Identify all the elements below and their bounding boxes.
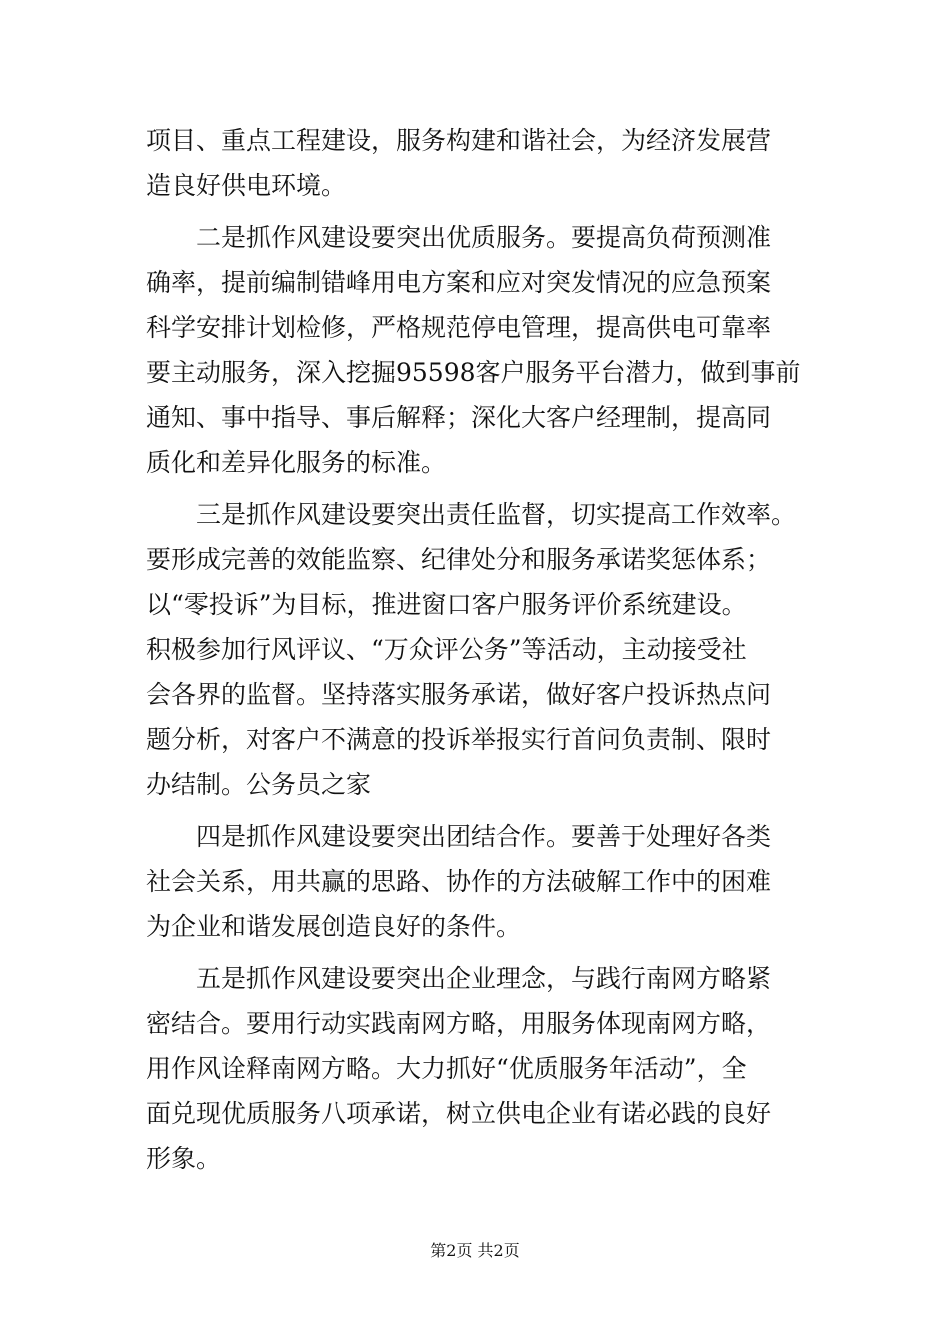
paragraph-line: 面兑现优质服务八项承诺，树立供电企业有诺必践的良好	[146, 1099, 772, 1128]
paragraph-gap	[146, 485, 814, 492]
paragraph-line: 项目、重点工程建设，服务构建和谐社会，为经济发展营	[146, 126, 772, 155]
paragraph-line: 要主动服务，深入挖掘95598客户服务平台潜力，做到事前	[146, 358, 801, 387]
paragraph-gap	[146, 208, 814, 215]
paragraph-line: 质化和差异化服务的标准。	[146, 448, 447, 477]
paragraph-line: 会各界的监督。坚持落实服务承诺，做好客户投诉热点问	[146, 680, 772, 709]
paragraph-line: 用作风诠释南网方略。大力抓好“优质服务年活动”，全	[146, 1054, 747, 1083]
paragraph-line: 要形成完善的效能监察、纪律处分和服务承诺奖惩体系；	[146, 545, 772, 574]
paragraph-line: 五是抓作风建设要突出企业理念，与践行南网方略紧	[146, 964, 772, 993]
paragraph-line: 三是抓作风建设要突出责任监督，切实提高工作效率。	[146, 500, 797, 529]
paragraph-line: 科学安排计划检修，严格规范停电管理，提高供电可靠率	[146, 313, 772, 342]
paragraph-line: 造良好供电环境。	[146, 171, 347, 200]
paragraph	[146, 814, 814, 949]
paragraph	[146, 215, 814, 485]
paragraph-line: 以“零投诉”为目标，推进窗口客户服务评价系统建设。	[146, 590, 747, 619]
paragraph-line: 密结合。要用行动实践南网方略，用服务体现南网方略，	[146, 1009, 772, 1038]
paragraph-line: 通知、事中指导、事后解释；深化大客户经理制，提高同	[146, 403, 772, 432]
paragraph-line: 社会关系，用共赢的思路、协作的方法破解工作中的困难	[146, 867, 772, 896]
paragraph-line: 二是抓作风建设要突出优质服务。要提高负荷预测准	[146, 223, 772, 252]
paragraph-line: 为企业和谐发展创造良好的条件。	[146, 912, 522, 941]
paragraph-gap	[146, 949, 814, 956]
paragraph-line: 四是抓作风建设要突出团结合作。要善于处理好各类	[146, 822, 772, 851]
page-footer	[0, 1240, 950, 1262]
paragraph-line: 确率，提前编制错峰用电方案和应对突发情况的应急预案	[146, 268, 772, 297]
paragraph	[146, 492, 814, 807]
paragraph-line: 题分析，对客户不满意的投诉举报实行首问负责制、限时	[146, 725, 772, 754]
paragraph-gap	[146, 807, 814, 814]
paragraph-line: 形象。	[146, 1144, 222, 1173]
paragraph-line: 积极参加行风评议、“万众评公务”等活动，主动接受社	[146, 635, 747, 664]
document-body	[146, 118, 814, 1181]
paragraph	[146, 118, 814, 208]
page-number-text: 第2页 共2页	[430, 1241, 520, 1260]
paragraph	[146, 956, 814, 1181]
paragraph-line: 办结制。公务员之家	[146, 770, 372, 799]
